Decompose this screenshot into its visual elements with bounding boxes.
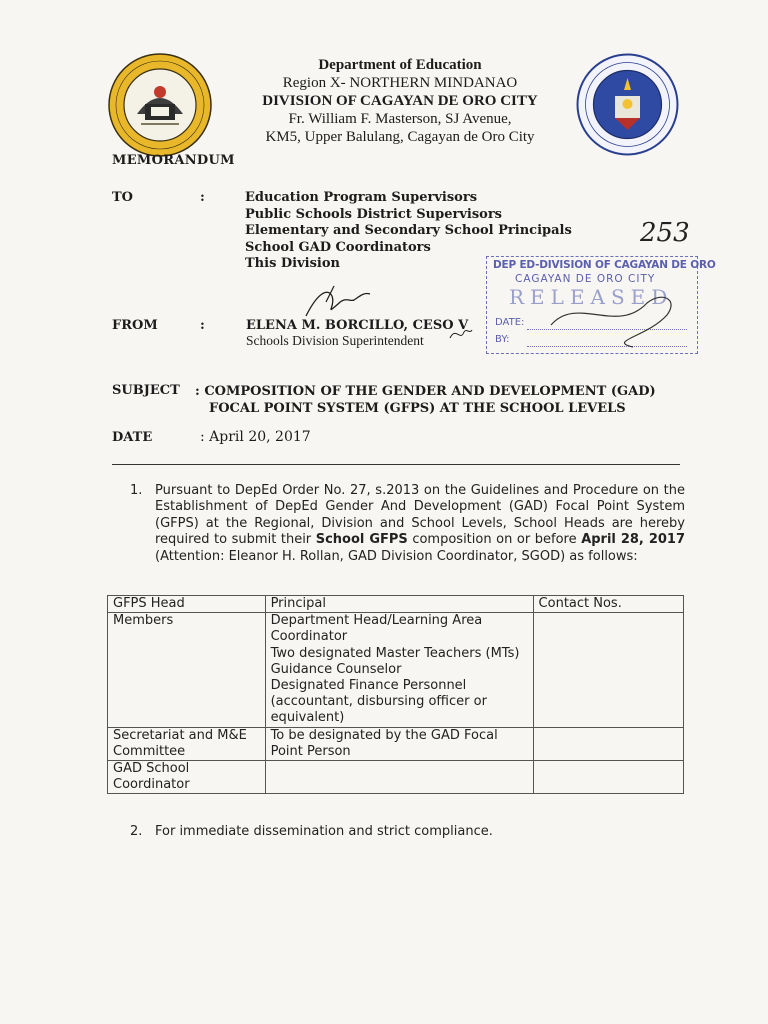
sender-title: Schools Division Superintendent <box>246 333 424 348</box>
table-cell: GFPS Head <box>108 596 266 613</box>
member-item: Designated Finance Personnel (accountant, disbursing officer or equivalent) <box>270 678 487 726</box>
member-item: Two designated Master Teachers (MTs) <box>270 645 520 661</box>
text-run: Pursuant to DepEd Order No. 27, s.2013 on the Guidelines and Procedure on the Establishment of DepEd Gender And Development (GAD) Focal Point System (GFPS) at the Regional, Division and School Levels, School Heads are hereby required to submit their <box>155 483 685 548</box>
text-run-bold: April 28, 2017 <box>581 532 686 548</box>
initial-mark-icon <box>448 322 474 344</box>
table-cell: Members <box>108 613 266 727</box>
paragraph-1 <box>130 483 685 565</box>
table-cell: Principal <box>265 596 533 613</box>
text-run: composition on or before <box>407 532 582 548</box>
text-run: (Attention: Eleanor H. Rollan, GAD Division Coordinator, SGOD) as follows: <box>155 548 638 564</box>
handwritten-number: 253 <box>640 218 690 248</box>
letterhead <box>235 56 565 146</box>
subject-label: SUBJECT <box>112 383 180 398</box>
table-row <box>108 596 684 613</box>
stamp-city: CAGAYAN DE ORO CITY <box>515 273 656 285</box>
paragraph-2 <box>130 824 493 839</box>
recipient-item: Education Program Supervisors <box>245 190 478 205</box>
table-row <box>108 761 684 794</box>
date-label: DATE <box>112 430 153 445</box>
paragraph-text: For immediate dissemination and strict compliance. <box>155 824 493 839</box>
table-cell <box>533 761 683 794</box>
table-cell <box>533 727 683 760</box>
date-value: : April 20, 2017 <box>200 429 311 445</box>
paragraph-text <box>155 483 685 565</box>
table-row <box>108 613 684 727</box>
paragraph-number: 1. <box>130 483 143 498</box>
deped-national-seal-icon <box>575 52 680 157</box>
stamp-by-label: BY: <box>495 334 510 345</box>
stamp-signature-scribble-icon <box>547 285 687 349</box>
table-cell: Contact Nos. <box>533 596 683 613</box>
header-divider <box>112 464 680 465</box>
table-cell: GAD School Coordinator <box>108 761 266 794</box>
stamp-office: DEP ED-DIVISION OF CAGAYAN DE ORO <box>493 259 716 271</box>
table-cell: To be designated by the GAD Focal Point Person <box>265 727 533 760</box>
stamp-date-label: DATE: <box>495 317 525 328</box>
letterhead-region: Region X- NORTHERN MINDANAO <box>282 75 518 91</box>
released-stamp <box>486 256 716 354</box>
to-colon: : <box>200 190 205 205</box>
table-cell <box>265 613 533 727</box>
subject-line-1: : COMPOSITION OF THE GENDER AND DEVELOPMENT (GAD) <box>195 384 656 399</box>
letterhead-address-1: Fr. William F. Masterson, SJ Avenue, <box>288 111 512 127</box>
paragraph-number: 2. <box>130 824 143 839</box>
text-run-bold: School GFPS <box>315 532 408 548</box>
letterhead-department: Department of Education <box>318 57 482 73</box>
table-cell: Secretariat and M&E Committee <box>108 727 266 760</box>
sender-name: ELENA M. BORCILLO, CESO V <box>246 318 469 333</box>
recipient-item: School GAD Coordinators <box>245 239 431 255</box>
memo-title: MEMORANDUM <box>112 153 235 168</box>
from-colon: : <box>200 318 205 333</box>
recipient-item: This Division <box>245 256 340 272</box>
signature-icon <box>298 282 378 322</box>
letterhead-address-2: KM5, Upper Balulang, Cagayan de Oro City <box>265 129 535 145</box>
table-row <box>108 727 684 760</box>
deped-division-seal-icon <box>107 52 213 158</box>
letterhead-division: DIVISION OF CAGAYAN DE ORO CITY <box>262 93 538 109</box>
subject-line-2: FOCAL POINT SYSTEM (GFPS) AT THE SCHOOL LEVELS <box>209 401 626 416</box>
table-cell <box>533 613 683 727</box>
table-cell <box>265 761 533 794</box>
recipient-item: Public Schools District Supervisors <box>245 206 502 222</box>
to-label: TO <box>112 190 133 205</box>
from-label: FROM <box>112 318 158 333</box>
recipient-item: Elementary and Secondary School Principals <box>245 223 572 239</box>
gfps-composition-table <box>107 595 684 794</box>
subject-text <box>195 383 656 417</box>
member-item: Department Head/Learning Area Coordinator <box>270 613 483 645</box>
member-item: Guidance Counselor <box>270 661 402 677</box>
stamp-status: RELEASED <box>509 285 674 309</box>
